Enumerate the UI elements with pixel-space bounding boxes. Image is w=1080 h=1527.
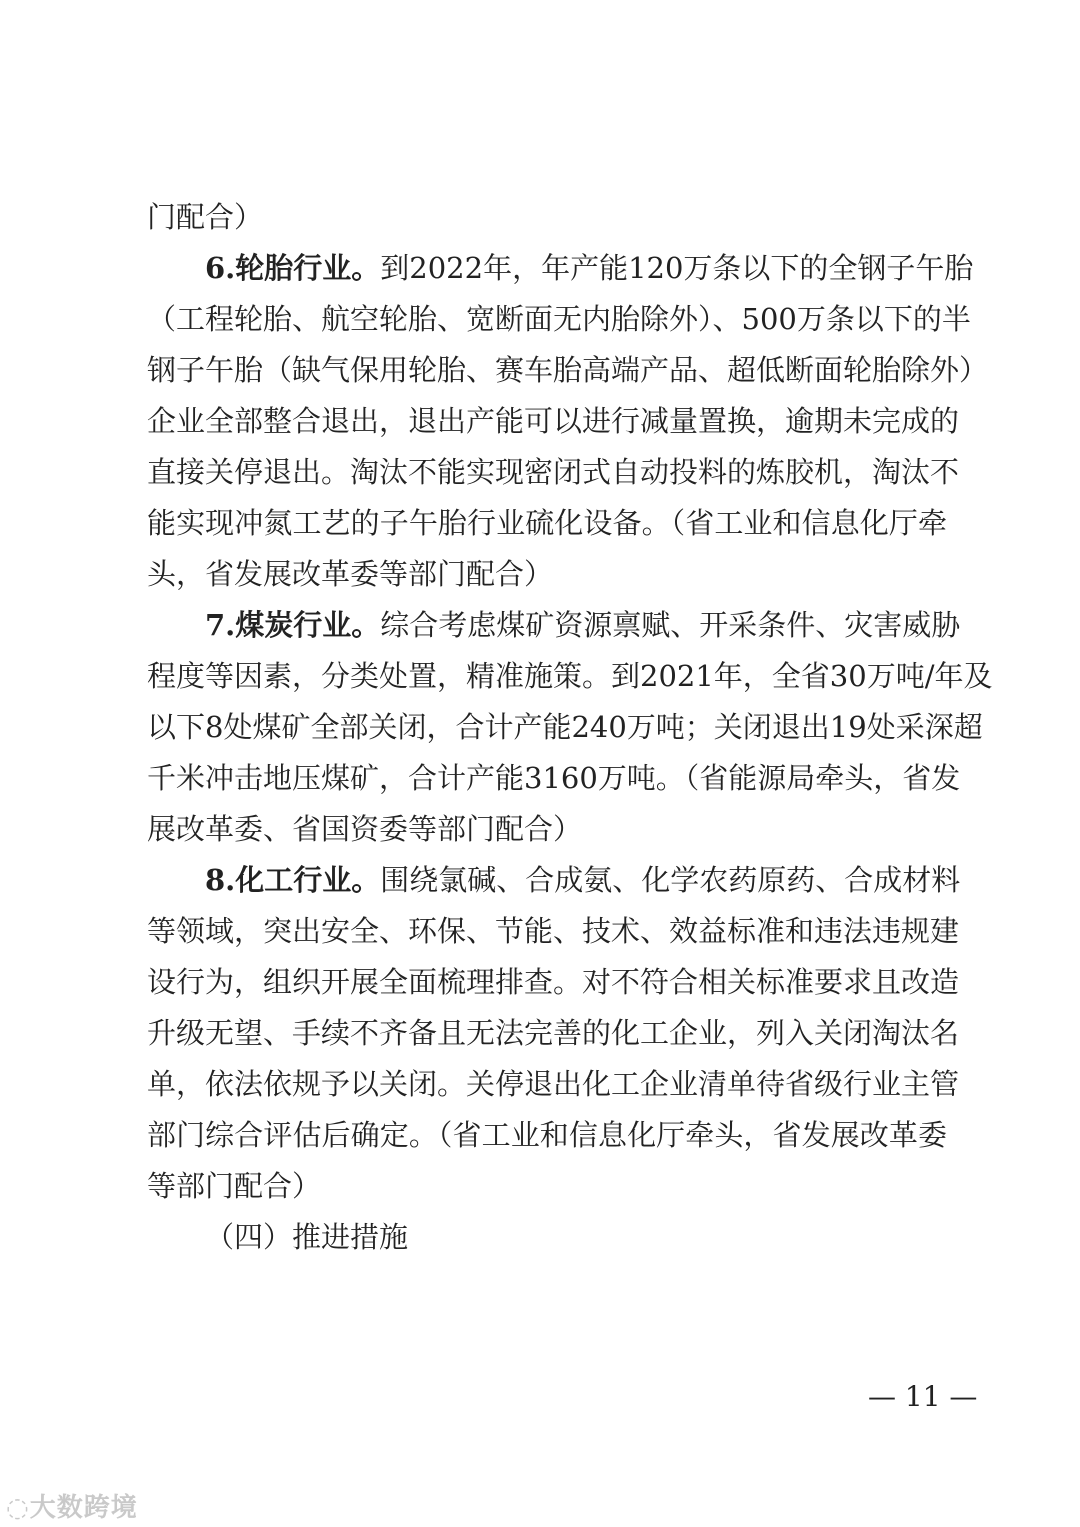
text-line: 等领域，突出安全、环保、节能、技术、效益标准和违法违规建	[147, 914, 960, 948]
paragraph-first-line: 7.煤炭行业。综合考虑煤矿资源禀赋、开采条件、灾害威胁	[205, 608, 961, 642]
text-line: 企业全部整合退出，退出产能可以进行减量置换，逾期未完成的	[147, 404, 960, 438]
text-line: 钢子午胎（缺气保用轮胎、赛车胎高端产品、超低断面轮胎除外）	[147, 353, 989, 387]
paragraph-chemical-industry	[147, 855, 961, 1212]
text-line: 头，省发展改革委等部门配合）	[147, 557, 554, 591]
paragraph-lead: 6.轮胎行业。	[205, 251, 381, 285]
paragraph-lead: 7.煤炭行业。	[205, 608, 381, 642]
page-number: — 11 —	[868, 1380, 978, 1413]
text-line: 能实现冲氮工艺的子午胎行业硫化设备。（省工业和信息化厅牵	[147, 506, 947, 540]
text-line: 程度等因素，分类处置，精准施策。到2021年，全省30万吨/年及	[147, 659, 993, 693]
text-line: 直接关停退出。淘汰不能实现密闭式自动投料的炼胶机，淘汰不	[147, 455, 960, 489]
paragraph-first-line: 6.轮胎行业。到2022年，年产能120万条以下的全钢子午胎	[205, 251, 974, 285]
text-line: （工程轮胎、航空轮胎、宽断面无内胎除外）、500万条以下的半	[147, 302, 971, 336]
text-line: 展改革委、省国资委等部门配合）	[147, 812, 583, 846]
text-line: 升级无望、手续不齐备且无法完善的化工企业，列入关闭淘汰名	[147, 1016, 960, 1050]
paragraph-coal-industry	[147, 600, 993, 855]
text-line: 以下8处煤矿全部关闭，合计产能240万吨；关闭退出19处采深超	[147, 710, 983, 744]
continuation-line: 门配合）	[147, 200, 264, 234]
text-line: 设行为，组织开展全面梳理排查。对不符合相关标准要求且改造	[147, 965, 960, 999]
paragraph-tire-industry	[147, 243, 989, 600]
text-line: 千米冲击地压煤矿，合计产能3160万吨。（省能源局牵头，省发	[147, 761, 961, 795]
document-page	[147, 192, 993, 1263]
section-heading: （四）推进措施	[205, 1220, 409, 1254]
text-line: 等部门配合）	[147, 1169, 322, 1203]
text-line: 单，依法依规予以关闭。关停退出化工企业清单待省级行业主管	[147, 1067, 960, 1101]
text-line: 部门综合评估后确定。（省工业和信息化厅牵头，省发展改革委	[147, 1118, 947, 1152]
paragraph-first-line: 8.化工行业。围绕氯碱、合成氨、化学农药原药、合成材料	[205, 863, 961, 897]
paragraph-lead: 8.化工行业。	[205, 863, 381, 897]
watermark-logo: ◌大数跨境	[6, 1493, 138, 1523]
